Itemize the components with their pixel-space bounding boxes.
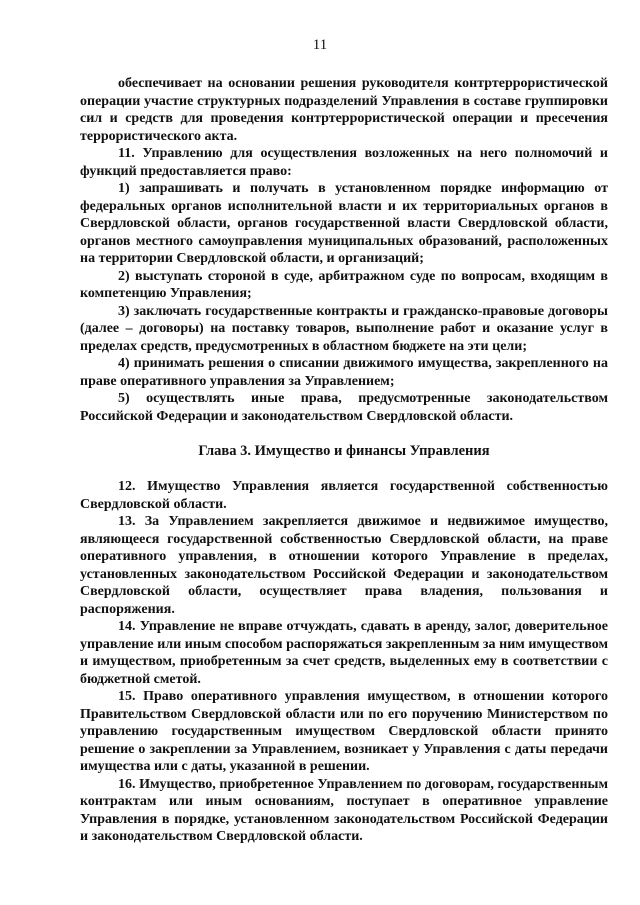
paragraph-subitem-1: 1) запрашивать и получать в установленном порядке информацию от федеральных органов исполнительной власти и их территориальных органов в Свердловской области, органов государственной власти Свердловской области, органов местного самоуправления муниципальных образований, расположенных на территории Свердловской области, и организаций;	[80, 181, 608, 266]
paragraph-item-14: 14. Управление не вправе отчуждать, сдавать в аренду, залог, доверительное управление или иным способом распоряжаться закрепленным за ним имуществом и имуществом, приобретенным за счет средств, выделенных ему в соответствии с бюджетной сметой.	[80, 619, 608, 687]
paragraph-item-11: 11. Управлению для осуществления возложенных на него полномочий и функций предоставляется право:	[80, 146, 608, 179]
paragraph-subitem-3: 3) заключать государственные контракты и гражданско-правовые договоры (далее – договоры) на поставку товаров, выполнение работ и оказание услуг в пределах средств, предусмотренных в областном бюджете на эти цели;	[80, 303, 608, 354]
chapter-heading: Глава 3. Имущество и финансы Управления	[198, 443, 490, 459]
paragraph-item-16: 16. Имущество, приобретенное Управлением по договорам, государственным контрактам или иным основаниям, поступает в оперативное управление Управления в порядке, установленном законодательством Российской Федерации и законодательством Свердловской области.	[80, 776, 608, 844]
paragraph-subitem-2: 2) выступать стороной в суде, арбитражном суде по вопросам, входящим в компетенцию Управления;	[80, 268, 608, 301]
paragraph-item-12: 12. Имущество Управления является государственной собственностью Свердловской области.	[80, 479, 608, 512]
paragraph-continuation: обеспечивает на основании решения руководителя контртеррористической операции участие структурных подразделений Управления в составе группировки сил и средств для проведения контртеррористической операции и пресечения террористического акта.	[80, 76, 608, 144]
document-body	[80, 75, 608, 846]
paragraph-subitem-4: 4) принимать решения о списании движимого имущества, закрепленного на праве оперативного управления за Управлением;	[80, 356, 608, 389]
paragraph-subitem-5: 5) осуществлять иные права, предусмотренные законодательством Российской Федерации и законодательством Свердловской области.	[80, 391, 608, 424]
paragraph-item-13: 13. За Управлением закрепляется движимое и недвижимое имущество, являющееся государственной собственностью Свердловской области, на праве оперативного управления, в отношении которого Управление в пределах, установленных законодательством Российской Федерации и законодательством Свердловской области, осуществляет права владения, пользования и распоряжения.	[80, 514, 608, 617]
page-number: 11	[312, 37, 328, 53]
paragraph-item-15: 15. Право оперативного управления имуществом, в отношении которого Правительством Свердловской области или по его поручению Министерством по управлению государственным имуществом Свердловской области принято решение о закреплении за Управлением, возникает у Управления с даты передачи имущества или с даты, указанной в решении.	[80, 689, 608, 774]
